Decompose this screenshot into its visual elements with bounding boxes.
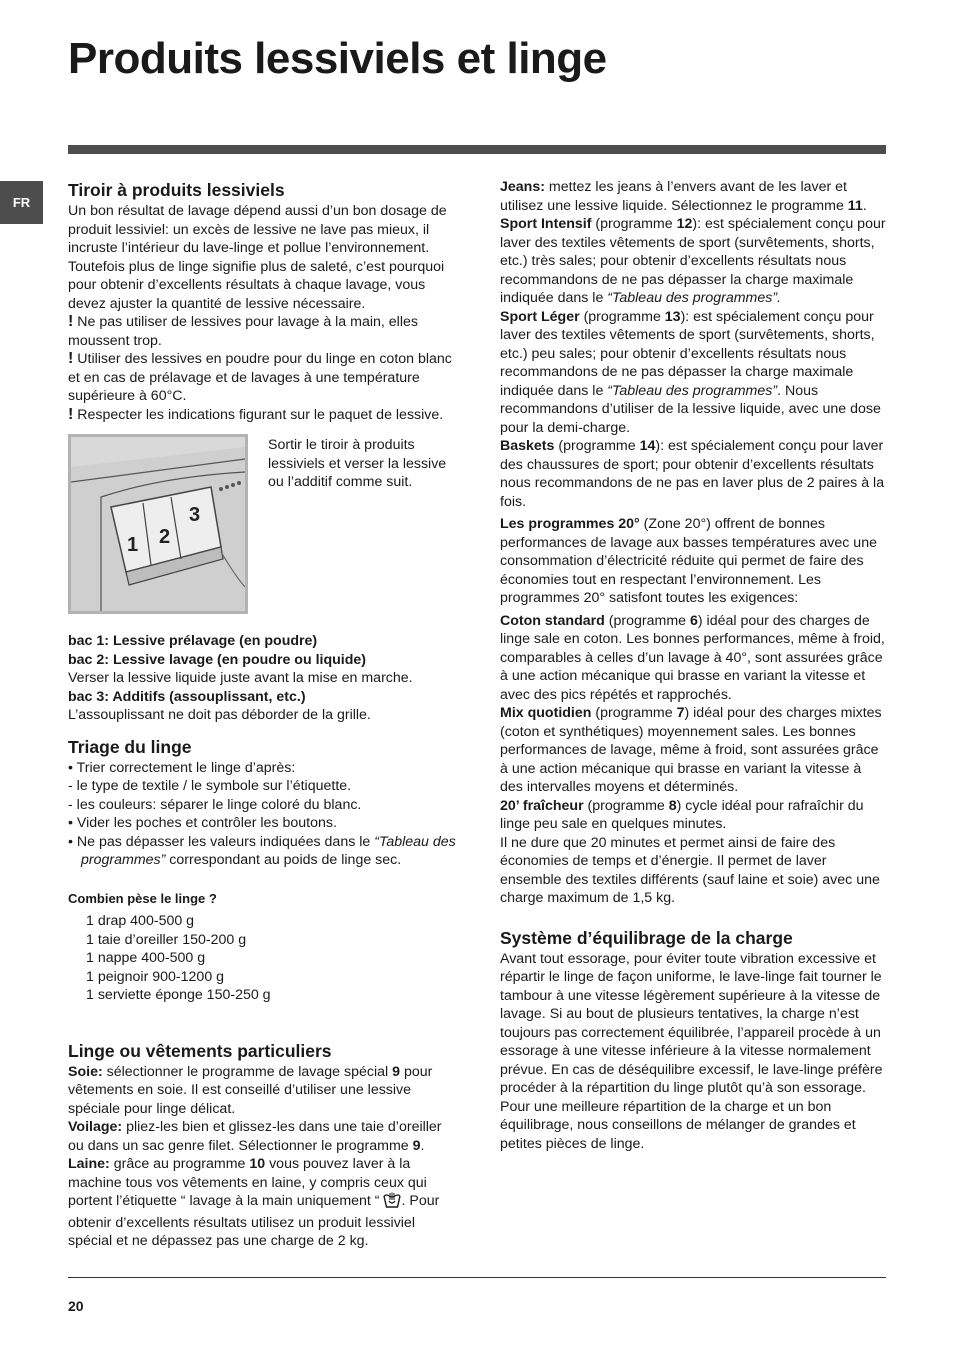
warning-1 bbox=[68, 313, 456, 350]
sport-leger-label: Sport Léger bbox=[500, 308, 580, 325]
figure-caption: Sortir le tiroir à produits lessiviels et verser la lessive ou l’additif comme suit. bbox=[268, 437, 447, 490]
jeans-paragraph bbox=[500, 178, 886, 215]
handwash-tub-icon bbox=[383, 1192, 401, 1214]
mix-label: Mix quotidien bbox=[500, 705, 592, 721]
voilage-text: . bbox=[420, 1137, 425, 1154]
sport-intensif-paragraph bbox=[500, 215, 886, 308]
soie-paragraph bbox=[68, 1063, 456, 1119]
list-item bbox=[68, 833, 456, 870]
program-number: 8 bbox=[668, 797, 677, 814]
paragraph-text: (programme bbox=[591, 705, 677, 721]
paragraph-text: (programme bbox=[604, 612, 690, 629]
bac-1-label: bac 1: Lessive prélavage (en poudre) bbox=[68, 633, 318, 649]
triage-list bbox=[68, 759, 456, 870]
prog20-label: Les programmes 20° bbox=[500, 516, 640, 532]
warning-text: Utiliser des lessives en poudre pour du linge en coton blanc et en cas de prélavage et de lavages à une température supérieure à 60°C. bbox=[68, 351, 452, 404]
drawer-figure-block bbox=[68, 434, 456, 614]
bac-3-note: L’assouplissant ne doit pas déborder de la grille. bbox=[68, 707, 371, 723]
bac-3-label: bac 3: Additifs (assouplissant, etc.) bbox=[68, 688, 306, 705]
paragraph-text: ): est spécialement conçu pour laver des chaussures de sport; pour obtenir d’excellents résultats nous recommandons de ne pas en laver plus de 2 paires à la fois. bbox=[500, 438, 885, 510]
paragraph-text: (Zone 20°) offrent de bonnes performances de lavage aux basses températures avec une consommation d’électricité réduite qui permet de faire des économies tout en respectant l’environnement. Les programmes 20° satisfont toutes les exigences: bbox=[500, 516, 877, 606]
bac-2-label: bac 2: Lessive lavage (en poudre ou liquide) bbox=[68, 651, 367, 668]
weight-item: 1 peignoir 900-1200 g bbox=[86, 968, 225, 985]
compartment-3-label: 3 bbox=[189, 504, 201, 526]
drawer-drawing bbox=[71, 437, 245, 611]
sport-leger-paragraph bbox=[500, 308, 886, 438]
baskets-label: Baskets bbox=[500, 438, 555, 454]
weights-heading: Combien pèse le linge ? bbox=[68, 890, 217, 906]
prog20-paragraph bbox=[500, 515, 886, 608]
list-item: • Trier correctement le linge d’après: bbox=[68, 759, 296, 776]
paragraph-text: ) cycle idéal pour rafraîchir du linge peu sale en quelques minutes. bbox=[500, 797, 864, 832]
list-text: correspondant au poids de linge sec. bbox=[165, 852, 402, 868]
bac-2 bbox=[68, 651, 456, 670]
fraicheur-paragraph bbox=[500, 797, 886, 834]
program-number: 10 bbox=[249, 1156, 266, 1172]
jeans-text: . bbox=[862, 197, 867, 214]
list-text: • Ne pas dépasser les valeurs indiquées dans le bbox=[68, 833, 375, 850]
section-equilibrage bbox=[500, 926, 886, 1154]
laine-text: grâce au programme bbox=[109, 1156, 250, 1172]
table-reference: “Tableau des programmes”. bbox=[607, 290, 782, 306]
detergent-drawer-illustration bbox=[68, 434, 248, 614]
heading-triage: Triage du linge bbox=[68, 736, 192, 757]
soie-text: pour vêtements en soie. Il est conseillé d’utiliser une lessive spéciale pour linge délicat. bbox=[68, 1063, 433, 1117]
list-subitem: - les couleurs: séparer le linge coloré du blanc. bbox=[68, 796, 362, 813]
baskets-paragraph bbox=[500, 437, 886, 511]
bac-3 bbox=[68, 688, 456, 707]
mix-paragraph bbox=[500, 704, 886, 797]
page-title: Produits lessiviels et linge bbox=[68, 34, 607, 83]
voilage-paragraph bbox=[68, 1118, 456, 1155]
table-reference: “Tableau des programmes” bbox=[607, 382, 778, 399]
weight-item: 1 drap 400-500 g bbox=[86, 913, 195, 929]
program-number: 12 bbox=[676, 216, 693, 232]
heading-equilibrage: Système d’équilibrage de la charge bbox=[500, 927, 793, 948]
jeans-label: Jeans: bbox=[500, 179, 545, 195]
laine-text: . Pour obtenir d’excellents résultats utilisez un produit lessiviel spécial et ne dépassez pas une charge de 2 kg. bbox=[68, 1193, 440, 1249]
soie-label: Soie: bbox=[68, 1063, 103, 1080]
left-column bbox=[68, 178, 456, 1251]
laine-text: vous pouvez laver à la machine tous vos vêtements en laine, y compris ceux qui portent l’étiquette “ lavage à la main uniquement “ bbox=[68, 1156, 427, 1209]
program-number: 14 bbox=[639, 438, 656, 454]
section-particuliers bbox=[68, 1039, 456, 1251]
voilage-text: pliez-les bien et glissez-les dans une taie d’oreiller ou dans un sac genre filet. Sélectionner le programme bbox=[68, 1119, 442, 1154]
table-reference: “Tableau des programmes” bbox=[81, 833, 456, 868]
section-tiroir bbox=[68, 178, 456, 725]
paragraph-text: (programme bbox=[583, 797, 669, 814]
fraicheur-extra: Il ne dure que 20 minutes et permet ainsi de faire des économies de temps et d’énergie. Il permet de laver ensemble des textiles différents (sauf laine et soie) avec une charge maximum de 1,5 kg. bbox=[500, 834, 880, 906]
weight-item: 1 taie d’oreiller 150-200 g bbox=[86, 931, 247, 948]
coton-label: Coton standard bbox=[500, 612, 605, 629]
paragraph-text: (programme bbox=[554, 438, 640, 454]
soie-text: sélectionner le programme de lavage spécial bbox=[102, 1063, 393, 1080]
compartment-1-label: 1 bbox=[127, 534, 139, 556]
paragraph-text: (programme bbox=[591, 216, 677, 232]
compartment-2-label: 2 bbox=[159, 526, 171, 548]
program-number: 6 bbox=[689, 612, 698, 629]
bac-2-note: Verser la lessive liquide juste avant la mise en marche. bbox=[68, 670, 413, 686]
program-number: 9 bbox=[412, 1137, 421, 1154]
program-number: 9 bbox=[392, 1063, 401, 1080]
program-number: 11 bbox=[847, 197, 863, 214]
paragraph-text: (programme bbox=[579, 308, 665, 325]
title-rule bbox=[68, 145, 886, 154]
warning-text: Respecter les indications figurant sur le paquet de lessive. bbox=[77, 406, 444, 423]
paragraph-text: ): est spécialement conçu pour laver des textiles vêtements de sport (survêtements, shorts, etc.) peu sales; pour obtenir d’excellents résultats nous recommandons de ne pas dépasser la charge maximale indiquée dans le bbox=[500, 308, 875, 399]
heading-particuliers: Linge ou vêtements particuliers bbox=[68, 1040, 332, 1061]
laine-paragraph bbox=[68, 1155, 456, 1251]
list-subitem: - le type de textile / le symbole sur l’étiquette. bbox=[68, 778, 352, 794]
weight-item: 1 nappe 400-500 g bbox=[86, 950, 206, 966]
paragraph-text: ): est spécialement conçu pour laver des textiles vêtements de sport (survêtements, shorts, etc.) très sales; pour obtenir d’excellents résultats nous recommandons de ne pas dépasser la charge maximale indiquée dans le bbox=[500, 216, 886, 306]
right-column bbox=[500, 178, 886, 1153]
paragraph-text: ) idéal pour des charges mixtes (coton et synthétiques) moyennement sales. Les bonnes performances de lavage, même à froid, sont assurées grâce à une action mécanique qui brasse en variant la vitesse à des intervalles moyens et déterminés. bbox=[500, 705, 882, 795]
heading-tiroir: Tiroir à produits lessiviels bbox=[68, 180, 285, 200]
voilage-label: Voilage: bbox=[68, 1119, 123, 1135]
sport-intensif-label: Sport Intensif bbox=[500, 216, 592, 232]
weights-list bbox=[68, 912, 456, 1005]
paragraph-text: . Nous recommandons d’utiliser de la lessive liquide, avec une dose pour la demi-charge. bbox=[500, 382, 881, 436]
fraicheur-label: 20’ fraîcheur bbox=[500, 797, 584, 814]
coton-paragraph bbox=[500, 612, 886, 705]
footer-rule bbox=[68, 1277, 886, 1278]
page-number: 20 bbox=[68, 1298, 84, 1314]
jeans-text: mettez les jeans à l’envers avant de les laver et utilisez une lessive liquide. Sélectionnez le programme bbox=[500, 179, 848, 214]
warning-text: Ne pas utiliser de lessives pour lavage à la main, elles moussent trop. bbox=[68, 314, 418, 349]
section-triage bbox=[68, 735, 456, 1005]
warning-3 bbox=[68, 406, 456, 425]
warning-icon: ! bbox=[68, 350, 74, 367]
program-number: 13 bbox=[664, 308, 681, 325]
language-tab: FR bbox=[0, 181, 43, 224]
laine-label: Laine: bbox=[68, 1156, 110, 1172]
warning-icon: ! bbox=[68, 313, 74, 330]
warning-2 bbox=[68, 350, 456, 406]
program-number: 7 bbox=[676, 705, 685, 721]
equilibrage-text: Avant tout essorage, pour éviter toute vibration excessive et répartir le linge de façon uniforme, le lave-linge fait tourner le tambour à une vitesse légèrement supérieure à la vitesse de lavage. Si au bout de plusieurs tentatives, la charge n’est toujours pas correctement équilibrée, l’appareil procède à un essorage à une vitesse inférieure à la vitesse normalement prévue. En cas de déséquilibre excessif, le lave-linge préfère procéder à la répartition du linge plutôt qu’à son essorage. Pour une meilleure répartition de la charge et un bon équilibrage, nous conseillons de mélanger de grandes et petites pièces de linge. bbox=[500, 950, 883, 1152]
list-item: • Vider les poches et contrôler les boutons. bbox=[68, 815, 337, 831]
paragraph-text: ) idéal pour des charges de linge sale en coton. Les bonnes performances, même à froid, comparables à celles d’un lavage à 40°, sont assurées grâce à une action mécanique qui brasse en variant la vitesse et avec des pics répétés et rapprochés. bbox=[500, 612, 885, 703]
tiroir-intro: Un bon résultat de lavage dépend aussi d’un bon dosage de produit lessiviel: un excès de lessive ne lave pas mieux, il incruste l’intérieur du lave-linge et pollue l’environnement. Toutefois plus de linge signifie plus de saleté, c’est pourquoi pour obtenir d’excellents résultats à chaque lavage, vous devez ajuster la quantité de lessive nécessaire. bbox=[68, 203, 447, 312]
bac-1 bbox=[68, 632, 456, 651]
warning-icon: ! bbox=[68, 405, 74, 423]
weight-item: 1 serviette éponge 150-250 g bbox=[86, 987, 271, 1003]
